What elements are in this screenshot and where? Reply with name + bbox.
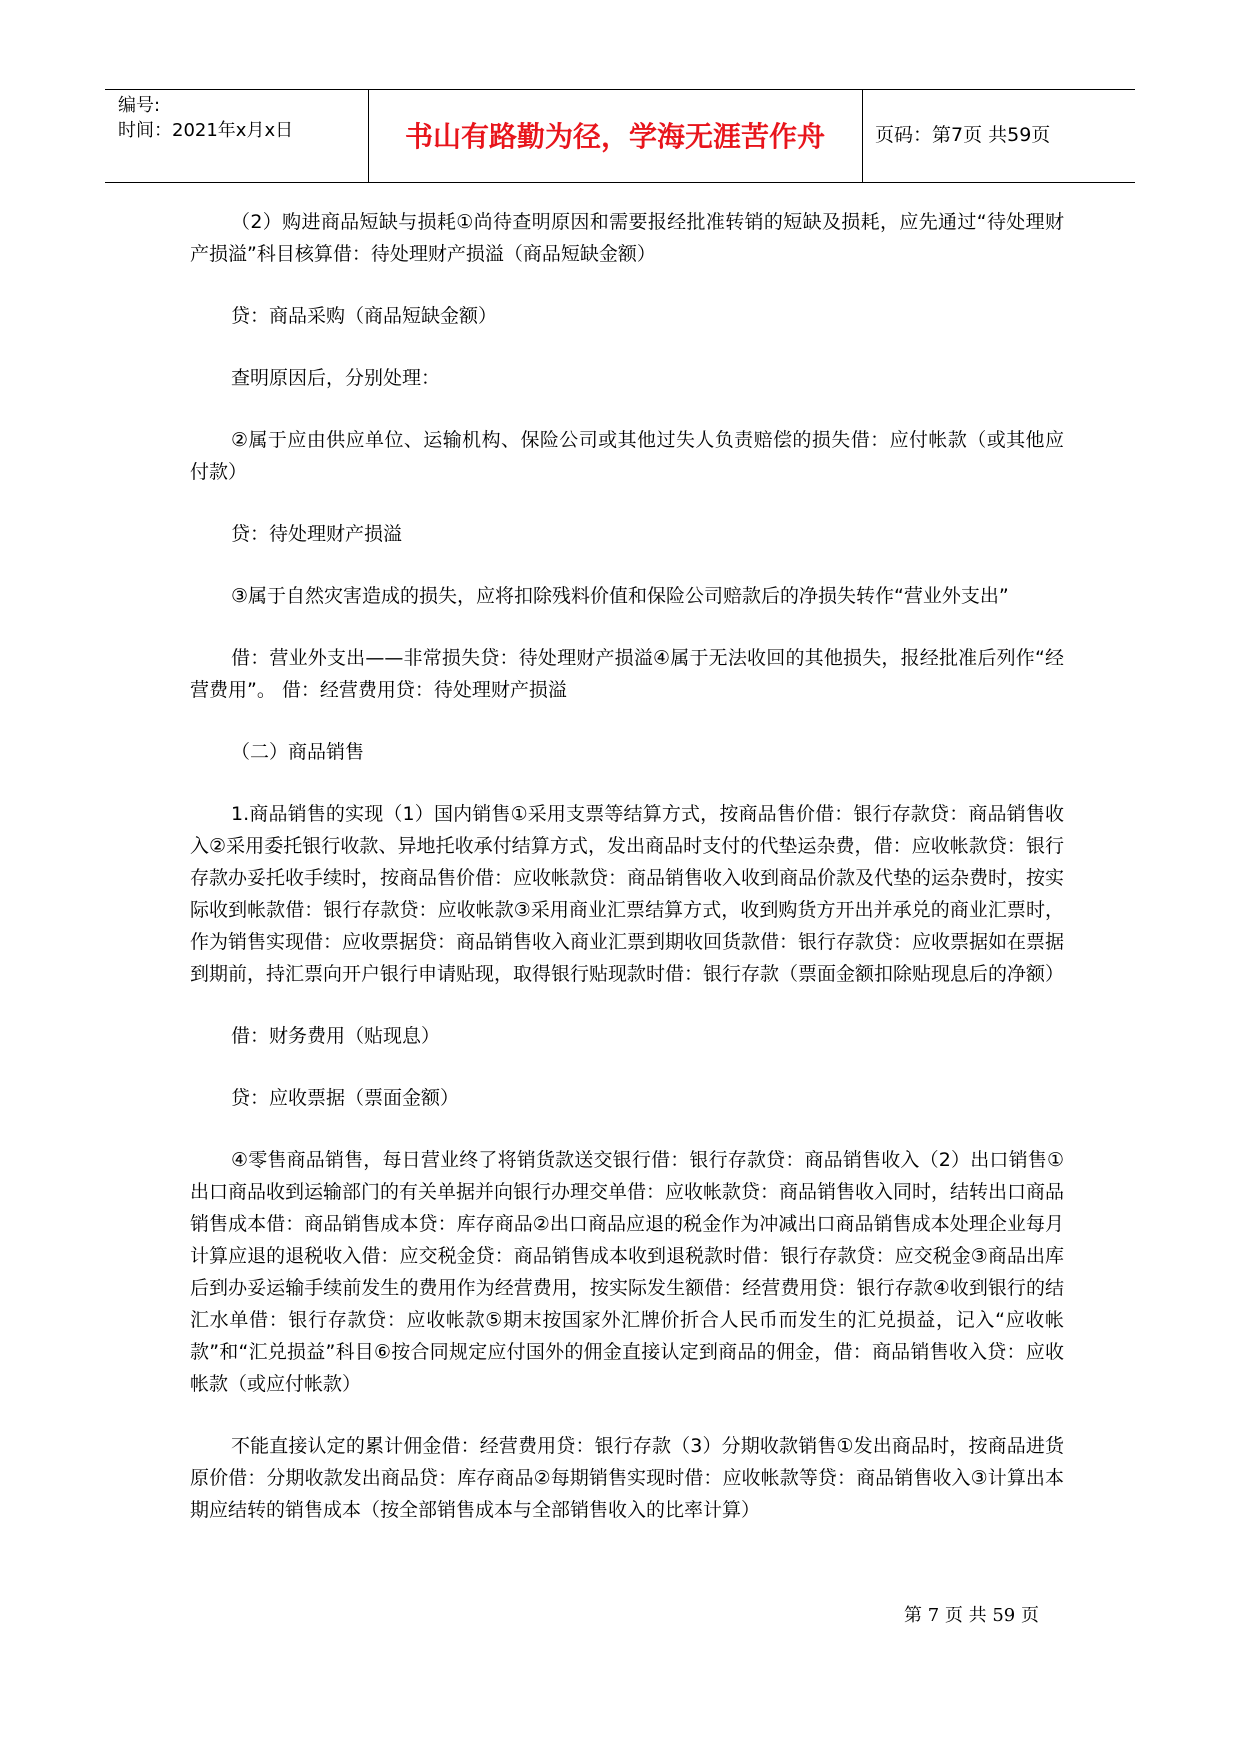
paragraph: 不能直接认定的累计佣金借：经营费用贷：银行存款（3）分期收款销售①发出商品时，按商品进货原价借：分期收款发出商品贷：库存商品②每期销售实现时借：应收帐款等贷：商品销售收入③计算出本期应结转的销售成本（按全部销售成本与全部销售收入的比率计算） [190, 1435, 1064, 1521]
paragraph: 借：财务费用（贴现息） [231, 1025, 441, 1047]
paragraph: 查明原因后，分别处理： [231, 367, 441, 389]
header-bottom-rule [105, 182, 1135, 183]
header-meta [118, 93, 293, 143]
section-heading: （二）商品销售 [231, 741, 365, 763]
paragraph: 贷：待处理财产损溢 [231, 523, 403, 545]
header-motto: 书山有路勤为径，学海无涯苦作舟 [404, 120, 825, 153]
header-page-number: 页码：第7页 共59页 [875, 124, 1051, 146]
header-divider-right [862, 89, 863, 183]
page-footer: 第 7 页 共 59 页 [904, 1605, 1039, 1626]
header-top-rule [105, 89, 1135, 90]
page-header [105, 89, 1135, 183]
paragraph: （2）购进商品短缺与损耗①尚待查明原因和需要报经批准转销的短缺及损耗，应先通过“待处理财产损溢”科目核算借：待处理财产损溢（商品短缺金额） [190, 211, 1064, 265]
paragraph: 借：营业外支出——非常损失贷：待处理财产损溢④属于无法收回的其他损失，报经批准后列作“经营费用”。 借：经营费用贷：待处理财产损溢 [190, 647, 1064, 701]
document-body [190, 206, 1064, 1556]
paragraph: ④零售商品销售，每日营业终了将销货款送交银行借：银行存款贷：商品销售收入（2）出口销售①出口商品收到运输部门的有关单据并向银行办理交单借：应收帐款贷：商品销售收入同时，结转出口商品销售成本借：商品销售成本贷：库存商品②出口商品应退的税金作为冲减出口商品销售成本处理企业每月计算应退的退税收入借：应交税金贷：商品销售成本收到退税款时借：银行存款贷：应交税金③商品出库后到办妥运输手续前发生的费用作为经营费用，按实际发生额借：经营费用贷：银行存款④收到银行的结汇水单借：银行存款贷：应收帐款⑤期末按国家外汇牌价折合人民币而发生的汇兑损益，记入“应收帐款”和“汇兑损益”科目⑥按合同规定应付国外的佣金直接认定到商品的佣金，借：商品销售收入贷：应收帐款（或应付帐款） [190, 1149, 1065, 1395]
paragraph: ③属于自然灾害造成的损失，应将扣除残料价值和保险公司赔款后的净损失转作“营业外支出” [231, 585, 1009, 607]
paragraph: ②属于应由供应单位、运输机构、保险公司或其他过失人负责赔偿的损失借：应付帐款（或其他应付款） [190, 429, 1064, 483]
paragraph: 贷：商品采购（商品短缺金额） [231, 305, 498, 327]
header-divider-left [368, 89, 369, 183]
serial-label: 编号: [118, 95, 161, 116]
time-label: 时间：2021年x月x日 [118, 120, 294, 141]
paragraph: 贷：应收票据（票面金额） [231, 1087, 460, 1109]
paragraph: 1.商品销售的实现（1）国内销售①采用支票等结算方式，按商品售价借：银行存款贷：商品销售收入②采用委托银行收款、异地托收承付结算方式，发出商品时支付的代垫运杂费，借：应收帐款贷：银行存款办妥托收手续时，按商品售价借：应收帐款贷：商品销售收入收到商品价款及代垫的运杂费时，按实际收到帐款借：银行存款贷：应收帐款③采用商业汇票结算方式，收到购货方开出并承兑的商业汇票时，作为销售实现借：应收票据贷：商品销售收入商业汇票到期收回货款借：银行存款贷：应收票据如在票据到期前，持汇票向开户银行申请贴现，取得银行贴现款时借：银行存款（票面金额扣除贴现息后的净额） [190, 803, 1065, 985]
